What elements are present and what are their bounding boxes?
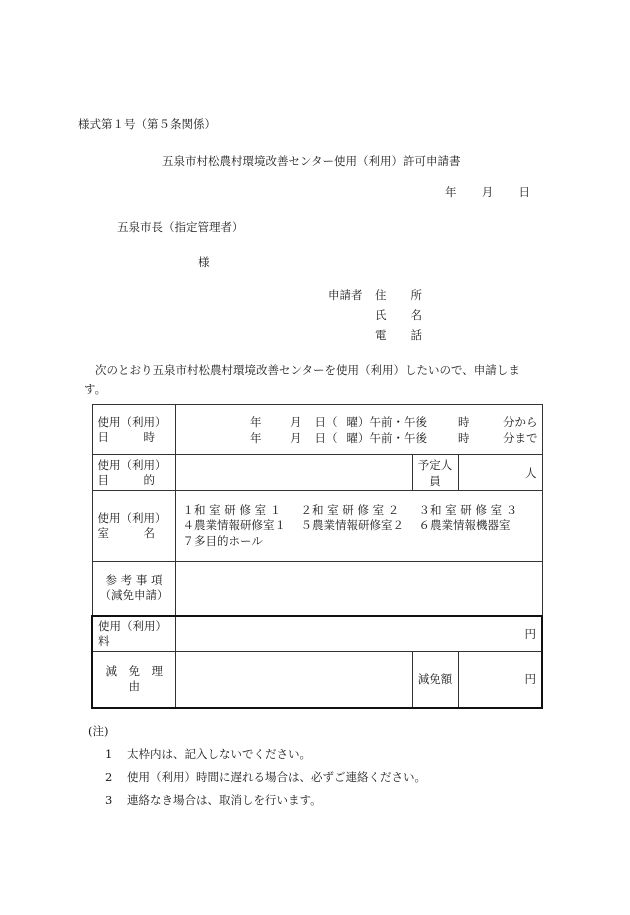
from-weekday: 曜） — [346, 414, 370, 429]
intro-line-1: 次のとおり五泉市村松農村環境改善センターを使用（利用）したいので、申請しま — [95, 363, 520, 377]
name-char-2: 名 — [410, 308, 422, 322]
address-char-1: 住 — [375, 288, 387, 302]
fee-yen: 円 — [524, 626, 537, 641]
note-num-2: 2 — [105, 770, 113, 784]
form-title: 五泉市村松農村環境改善センター使用（利用）許可申請書 — [162, 154, 461, 168]
application-table — [91, 404, 543, 709]
room-option-6[interactable]: ６農業情報機器室 — [418, 518, 511, 533]
reference-label-line2: （減免申請） — [99, 588, 169, 603]
row-reduction — [92, 652, 542, 708]
to-day: 日（ — [314, 430, 338, 445]
from-day: 日（ — [314, 414, 338, 429]
applicant-name-label — [375, 307, 422, 323]
name-char-1: 氏 — [375, 308, 387, 322]
intro-line-2: す。 — [84, 382, 107, 396]
to-year: 年 — [250, 430, 262, 445]
date-month: 月 — [481, 185, 494, 199]
reference-label-line1: 参 考 事 項 — [105, 573, 163, 588]
usage-datetime-label-line2: 日 時 — [97, 429, 155, 444]
row-usage-datetime — [92, 405, 542, 455]
reduction-reason-value — [175, 652, 412, 708]
applicant-phone-label — [375, 327, 422, 343]
reduction-reason-label: 減 免 理 由 — [92, 652, 175, 708]
to-weekday: 曜） — [346, 430, 370, 445]
note-text-2: 使用（利用）時間に遅れる場合は、必ずご連絡ください。 — [127, 770, 426, 784]
applicant-label: 申請者 — [328, 288, 363, 302]
note-text-1: 太枠内は、記入しないでください。 — [127, 747, 311, 761]
note-num-3: 3 — [105, 793, 113, 807]
reduction-amount-label: 減免額 — [412, 652, 458, 708]
usage-datetime-label-line1: 使用（利用） — [97, 414, 167, 429]
note-item-1 — [88, 745, 426, 763]
from-hour: 時 — [458, 414, 470, 429]
date-line — [445, 184, 530, 200]
room-label-line2: 室 名 — [97, 526, 155, 540]
form-number: 様式第１号（第５条関係） — [78, 117, 216, 131]
address-char-2: 所 — [410, 288, 422, 302]
reduction-yen: 円 — [524, 672, 537, 687]
applicant-address-label — [375, 287, 422, 303]
room-option-1[interactable]: １和 室 研 修 室 １ — [182, 502, 282, 517]
row-rooms — [92, 491, 542, 562]
room-options[interactable] — [175, 491, 542, 562]
to-hour: 時 — [458, 430, 470, 445]
usage-datetime-label — [92, 405, 175, 455]
note-num-1: 1 — [105, 747, 113, 761]
purpose-input[interactable] — [175, 455, 412, 491]
note-item-3 — [88, 791, 426, 809]
from-ampm: 午前・午後 — [369, 414, 428, 429]
to-ampm: 午前・午後 — [369, 430, 428, 445]
row-fee — [92, 616, 542, 652]
reference-label — [92, 562, 175, 616]
to-minute: 分まで — [503, 430, 538, 445]
addressee: 五泉市長（指定管理者） — [117, 220, 244, 234]
room-option-2[interactable]: ２和 室 研 修 室 ２ — [300, 502, 400, 517]
date-day: 日 — [518, 185, 530, 199]
phone-char-2: 話 — [410, 328, 422, 342]
reference-input[interactable] — [175, 562, 542, 616]
datetime-to — [181, 430, 538, 446]
fee-value — [175, 616, 542, 652]
honorific: 様 — [198, 255, 210, 269]
date-year: 年 — [445, 185, 457, 199]
to-month: 月 — [290, 430, 302, 445]
fee-label — [92, 616, 175, 652]
room-label-line1: 使用（利用） — [97, 511, 167, 525]
row-purpose — [92, 455, 542, 491]
room-label — [92, 491, 175, 562]
notes-heading: (注) — [88, 724, 109, 738]
fee-label-line2: 料 — [98, 633, 110, 648]
note-text-3: 連絡なき場合は、取消しを行います。 — [127, 793, 322, 807]
room-option-4[interactable]: ４農業情報研修室１ — [182, 518, 286, 533]
datetime-from — [181, 414, 538, 430]
room-option-3[interactable]: ３和 室 研 修 室 ３ — [418, 502, 518, 517]
from-month: 月 — [290, 414, 302, 429]
fee-label-line1: 使用（利用） — [98, 618, 167, 633]
purpose-label-line2: 目 的 — [97, 472, 155, 487]
phone-char-1: 電 — [375, 328, 387, 342]
from-year: 年 — [250, 414, 262, 429]
row-reference — [92, 562, 542, 616]
note-item-2 — [88, 768, 426, 786]
reduction-amount-value — [458, 652, 542, 708]
expected-people-input[interactable] — [458, 455, 542, 491]
people-unit: 人 — [525, 465, 537, 480]
notes — [88, 722, 426, 809]
expected-people-label: 予定人員 — [412, 455, 458, 491]
room-option-5[interactable]: ５農業情報研修室２ — [300, 518, 404, 533]
purpose-label-line1: 使用（利用） — [97, 457, 167, 472]
purpose-label — [92, 455, 175, 491]
from-minute: 分から — [503, 414, 538, 429]
room-option-7[interactable]: ７多目的ホール — [182, 533, 263, 548]
usage-datetime-cell[interactable] — [175, 405, 542, 455]
